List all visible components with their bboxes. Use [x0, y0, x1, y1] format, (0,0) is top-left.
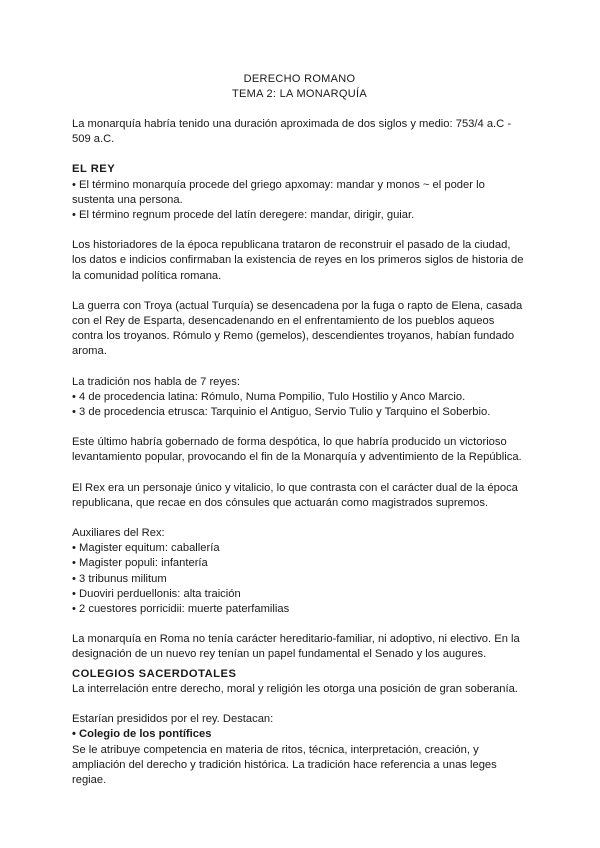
section-heading-colegios: COLEGIOS SACERDOTALES — [72, 667, 237, 680]
aux-bullet-3: • 3 tribunus militum — [72, 572, 167, 585]
auxiliares-intro: Auxiliares del Rex: — [72, 527, 165, 540]
tradicion-bullet-1: • 4 de procedencia latina: Rómulo, Numa Pompilio, Tulo Hostilio y Anco Marcio. — [72, 390, 466, 403]
intro-paragraph: La monarquía habría tenido una duración aproximada de dos siglos y medio: 753/4 a.C - 509 a.C. — [72, 118, 512, 146]
paragraph-pontifices: Se le atribuye competencia en materia de ritos, técnica, interpretación, creación, y ampliación del derecho y tradición histórica. La tradición hace referencia a unas leges regiae. — [72, 743, 497, 786]
paragraph-troya: La guerra con Troya (actual Turquía) se desencadena por la fuga o rapto de Elena, casada con el Rey de Esparta, desencadenando en el enfrentamiento de los pueblos aqueos contra los troyanos. Rómulo y Remo (gemelos), descendientes troyanos, habían fundado aroma. — [72, 299, 523, 358]
section-heading-rey: EL REY — [72, 163, 116, 176]
tradicion-bullet-2: • 3 de procedencia etrusca: Tarquinio el Antiguo, Servio Tulio y Tarquino el Soberbio. — [72, 406, 491, 419]
rey-bullet-1: • El término monarquía procede del griego apxomay: mandar y monos ~ el poder lo sustenta una persona. — [72, 178, 485, 206]
paragraph-interrelacion: La interrelación entre derecho, moral y religión les otorga una posición de gran soberanía. — [72, 682, 518, 695]
document-body — [72, 72, 527, 788]
aux-bullet-5: • 2 cuestores porricidii: muerte paterfamilias — [72, 603, 290, 616]
rey-bullet-2: • El término regnum procede del latín deregere: mandar, dirigir, guiar. — [72, 209, 415, 222]
sub-heading-pontifices: • Colegio de los pontífices — [72, 728, 212, 741]
aux-bullet-2: • Magister populi: infantería — [72, 557, 208, 570]
paragraph-presididos: Estarían presididos por el rey. Destacan: — [72, 713, 274, 726]
aux-bullet-1: • Magister equitum: caballería — [72, 542, 220, 555]
paragraph-historiadores: Los historiadores de la época republicana trataron de reconstruir el pasado de la ciudad, los datos e indicios confirmaban la existencia de reyes en los primeros siglos de historia de la comunidad política romana. — [72, 239, 524, 282]
doc-title: DERECHO ROMANO — [243, 73, 356, 85]
doc-subtitle: TEMA 2: LA MONARQUÍA — [232, 88, 367, 100]
paragraph-despotica: Este último habría gobernado de forma despótica, lo que habría producido un victorioso levantamiento popular, provocando el fin de la Monarquía y adventimiento de la República. — [72, 436, 522, 464]
aux-bullet-4: • Duoviri perduellonis: alta traición — [72, 587, 241, 600]
tradicion-intro: La tradición nos habla de 7 reyes: — [72, 375, 240, 388]
paragraph-hereditario: La monarquía en Roma no tenía carácter hereditario-familiar, ni adoptivo, ni electivo. En la designación de un nuevo rey tenían un papel fundamental el Senado y los augures. — [72, 633, 520, 661]
paragraph-rex: El Rex era un personaje único y vitalicio, lo que contrasta con el carácter dual de la época republicana, que recae en dos cónsules que actuarán como magistrados supremos. — [72, 481, 518, 509]
